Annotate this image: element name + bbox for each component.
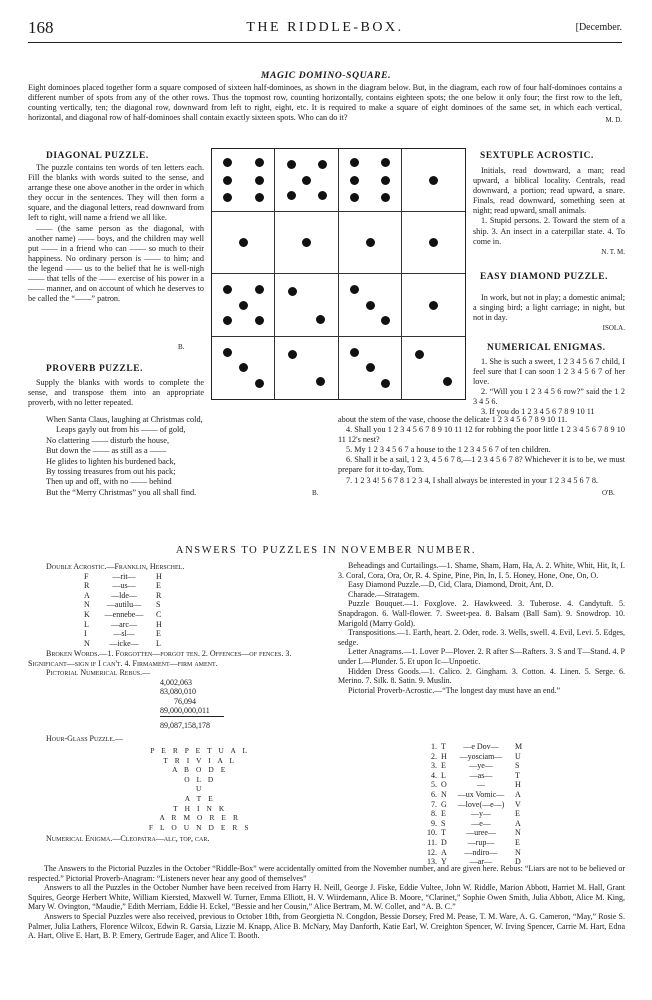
proverb-acrostic-row	[423, 771, 543, 781]
sextuple-acrostic-title: SEXTUPLE ACROSTIC.	[480, 151, 594, 161]
proverb-acrostic-row	[423, 819, 543, 829]
row-final: S	[515, 761, 520, 771]
acrostic-final: C	[156, 609, 162, 619]
poem-line: No clattering —— disturb the house,	[46, 435, 170, 445]
row-final: N	[515, 847, 521, 857]
acrostic-initial: L	[84, 619, 89, 629]
acrostic-final: H	[156, 571, 162, 581]
domino-square-diagram	[211, 148, 466, 400]
numerical-enigmas-continued	[338, 415, 625, 486]
domino-half	[402, 149, 465, 212]
answers-right-column	[338, 561, 625, 695]
proverb-signature: B.	[312, 489, 319, 497]
domino-spot	[255, 193, 264, 202]
footnote-paragraph: The Answers to the Pictorial Puzzles in the October “Riddle-Box” were accidentally omitted from the November number, and are given here. Rebus: “Liars are not to be believed or respected.” Pictorial Proverb-Anagram: “Listeners never hear any good of themselves”	[28, 864, 625, 883]
domino-half	[275, 337, 338, 400]
domino-spot	[429, 301, 438, 310]
double-acrostic-rows	[84, 572, 316, 649]
proverb-puzzle-instructions: Supply the blanks with words to complete the sense, and transpose them into an appropriate proverb, with no letter repeated.	[28, 378, 204, 408]
sextuple-acrostic-words: 1. Stupid persons. 2. Toward the stern of a ship. 3. An insect in a caterpillar state. 4. To come in.	[473, 216, 625, 246]
poem-line: But down the —— as still as a ——	[46, 446, 167, 456]
easy-diamond-text	[473, 293, 625, 333]
acrostic-final: H	[156, 619, 162, 629]
row-middle: —yosciam—	[459, 751, 503, 761]
row-initial: G	[441, 799, 447, 809]
rebus-number: 89,000,000,011	[160, 706, 224, 717]
broken-words-text: Broken Words.—1. Forgotten—forgot ten. 2. Offences—of fences. 3. Significant—sign if I can't. 4. Firmament—firm ament.	[28, 649, 292, 668]
proverb-acrostic-row	[423, 838, 543, 848]
acrostic-middle: —ennebe—	[104, 609, 144, 619]
acrostic-middle: —icke—	[109, 638, 139, 648]
rebus-number: 4,002,063	[160, 677, 192, 687]
domino-spot	[255, 379, 264, 388]
acrostic-middle: —autilu—	[106, 600, 142, 610]
domino-spot	[366, 363, 375, 372]
domino-spot	[288, 350, 297, 359]
domino-spot	[350, 176, 359, 185]
domino-half	[275, 212, 338, 275]
acrostic-row	[84, 629, 316, 639]
domino-spot	[318, 191, 327, 200]
domino-spot	[239, 301, 248, 310]
domino-spot	[429, 176, 438, 185]
domino-spot	[429, 238, 438, 247]
acrostic-middle: —lde—	[111, 590, 137, 600]
domino-half	[402, 337, 465, 400]
domino-spot	[366, 301, 375, 310]
row-number: 8.	[431, 809, 437, 819]
row-final: A	[515, 789, 521, 799]
row-final: E	[515, 837, 520, 847]
domino-spot	[381, 176, 390, 185]
row-number: 4.	[431, 770, 437, 780]
row-final: M	[515, 742, 523, 751]
acrostic-final: L	[156, 638, 161, 648]
numerical-enigma-answer: Numerical Enigma.—Cleopatra—alc, top, car.	[46, 834, 210, 843]
row-initial: E	[441, 761, 446, 771]
domino-half	[212, 212, 275, 275]
row-initial: H	[441, 751, 447, 761]
sextuple-acrostic-signature: N. T. M.	[601, 247, 625, 256]
acrostic-initial: A	[84, 590, 90, 600]
domino-spot	[223, 158, 232, 167]
proverb-puzzle-title: PROVERB PUZZLE.	[46, 364, 144, 374]
acrostic-row	[84, 600, 316, 610]
row-middle: —as—	[469, 770, 493, 780]
diagonal-puzzle-text	[28, 163, 204, 304]
hourglass-word: T H I N K	[173, 803, 227, 813]
magic-domino-signature: M. D.	[605, 116, 622, 125]
enigma-7: 7. 1 2 3 4! 5 6 7 8 1 2 3 4, I shall always be interested in your 1 2 3 4 5 6 7 8.	[346, 475, 598, 485]
enigma-3-start: 3. If you do 1 2 3 4 5 6 7 8 9 10 11	[481, 407, 595, 417]
row-middle: —ux Vomic—	[457, 789, 505, 799]
acrostic-row	[84, 639, 316, 649]
poem-line: By tossing treasures from out his pack;	[46, 467, 176, 477]
row-final: H	[515, 780, 521, 790]
magic-domino-title: MAGIC DOMINO-SQUARE.	[260, 70, 392, 81]
row-number: 10.	[427, 828, 437, 838]
sextuple-acrostic-clue: Initials, read downward, a man; read upward, a biblical locality. Centrals, read downward, a portion; read upward, a snare. Finals, read downward, something seen at night; read upward, small animals.	[473, 166, 625, 216]
domino-spot	[287, 191, 296, 200]
row-middle: —y—	[471, 809, 491, 819]
footnote-paragraph: Answers to Special Puzzles were also received, previous to October 18th, from Georgietta N. Congdon, Bessie Dorsey, Fred M. Pease, T. M. Ware, A. G. Cameron, “May,” Rosie S. Palmer, Julia Lathers, Florence Wilcox, Edwin R. Garsia, Lizzie M. Knapp, Alice B. McNary, May Danforth, Katie Earl, W. Creighton Spencer, W. Irving Spencer, Carrie M. Hart, Edna A. Hart, Olive E. Hart, B. P. Emery, Gertrude Eager, and Alice T. Booth.	[28, 911, 625, 941]
answer-paragraph: Hidden Dress Goods.—1. Calico. 2. Gingham. 3. Cotton. 4. Linen. 5. Serge. 6. Merino. 7. Silk. 8. Satin. 9. Muslin.	[338, 666, 625, 686]
row-middle: —e Dov—	[463, 742, 499, 751]
domino-half	[339, 212, 402, 275]
row-number: 11.	[427, 837, 437, 847]
row-final: N	[515, 828, 521, 838]
domino-spot	[287, 160, 296, 169]
domino-half	[402, 274, 465, 337]
domino-spot	[381, 379, 390, 388]
domino-spot	[316, 315, 325, 324]
answer-paragraph: Beheadings and Curtailings.—1. Shame, Sham, Ham, Ha, A. 2. White, Whit, Hit, It, I. 3. Coral, Cora, Ora, Or, R. 4. Spine, Pine, Pin, In, I. 5. Honey, Hone, One, On, O.	[338, 561, 625, 580]
poem-line: Then up and off, with no —— behind	[46, 477, 172, 487]
domino-spot	[302, 238, 311, 247]
double-acrostic-answer: Double Acrostic.—Franklin, Herschel.	[46, 562, 185, 571]
answer-paragraph: Transpositions.—1. Earth, heart. 2. Oder, rode. 3. Wells, swell. 4. Evil, Levi. 5. Edges, sedge.	[338, 628, 625, 647]
hourglass-word: F L O U N D E R S	[148, 822, 252, 832]
poem-line: Leaps gayly out from his —— of gold,	[56, 425, 186, 435]
row-number: 6.	[431, 789, 437, 799]
proverb-puzzle-text	[28, 378, 204, 408]
row-final: T	[515, 770, 520, 780]
hourglass-word: O L D	[184, 774, 216, 784]
row-middle: —ndiro—	[464, 847, 498, 857]
domino-spot	[316, 377, 325, 386]
poem-line: He glides to lighten his burdened back,	[46, 456, 176, 466]
row-initial: T	[441, 742, 446, 751]
rebus-sum	[160, 678, 316, 731]
domino-spot	[350, 158, 359, 167]
enigma-1: 1. She is such a sweet, 1 2 3 4 5 6 7 child, I feel sure that I can soon 1 2 3 4 5 6 7 of her love.	[473, 357, 625, 387]
row-middle: —love(—e—)	[457, 799, 505, 809]
acrostic-middle: —us—	[112, 581, 136, 591]
domino-spot	[381, 316, 390, 325]
rebus-total: 89,087,158,178	[160, 720, 210, 730]
domino-spot	[443, 377, 452, 386]
acrostic-row	[84, 572, 316, 582]
magic-domino-text	[28, 83, 622, 125]
row-middle: —ar—	[469, 857, 493, 867]
proverb-acrostic-row	[423, 848, 543, 858]
enigma-4: 4. Shall you 1 2 3 4 5 6 7 8 9 10 11 12 for robbing the poor little 1 2 3 4 5 6 7 8 9 10 11 12's nest?	[338, 425, 625, 445]
domino-spot	[381, 158, 390, 167]
poem-line: When Santa Claus, laughing at Christmas cold,	[46, 415, 203, 424]
row-number: 7.	[431, 799, 437, 809]
row-number: 12.	[427, 847, 437, 857]
acrostic-final: E	[156, 629, 161, 639]
acrostic-final: E	[156, 581, 161, 591]
row-middle: —e—	[471, 818, 491, 828]
enigma-5: 5. My 1 2 3 4 5 6 7 a house to the 1 2 3 4 5 6 7 of ten children.	[346, 445, 551, 455]
sextuple-acrostic-text	[473, 166, 625, 257]
domino-half	[212, 149, 275, 212]
acrostic-final: S	[156, 600, 161, 610]
acrostic-initial: I	[84, 629, 87, 639]
page-header	[28, 18, 622, 43]
row-number: 3.	[431, 761, 437, 771]
acrostic-row	[84, 620, 316, 630]
numerical-enigmas-text	[473, 357, 625, 418]
proverb-acrostic-row	[423, 790, 543, 800]
numerical-enigmas-signature: O'B.	[602, 489, 615, 497]
footnotes	[28, 864, 625, 941]
domino-spot	[381, 193, 390, 202]
domino-half	[339, 274, 402, 337]
enigma-2: 2. “Will you 1 2 3 4 5 6 row?” said the 1 2 3 4 5 6.	[473, 387, 625, 407]
row-middle: —ye—	[469, 761, 493, 771]
diagonal-puzzle-title: DIAGONAL PUZZLE.	[46, 151, 149, 161]
domino-spot	[223, 285, 232, 294]
domino-half	[212, 337, 275, 400]
proverb-acrostic-row	[423, 780, 543, 790]
acrostic-initial: F	[84, 571, 89, 581]
answers-left-column	[46, 562, 316, 648]
diagonal-puzzle-signature: B.	[178, 343, 185, 351]
answer-paragraph: Easy Diamond Puzzle.—D, Cid, Clara, Diamond, Droit, Ant, D.	[348, 580, 554, 590]
row-initial: S	[441, 818, 446, 828]
row-initial: E	[441, 809, 446, 819]
domino-spot	[255, 316, 264, 325]
domino-half	[339, 337, 402, 400]
row-final: A	[515, 818, 521, 828]
easy-diamond-clue: In work, but not in play; a domestic animal; a singing bird; a light carriage; in night, but not in day.	[473, 293, 625, 323]
row-number: 13.	[427, 857, 437, 867]
proverb-acrostic-row	[423, 809, 543, 819]
row-initial: O	[441, 780, 447, 790]
domino-half	[275, 149, 338, 212]
domino-spot	[223, 176, 232, 185]
rebus-number: 83,080,010	[160, 687, 196, 697]
rebus-answer	[46, 668, 316, 731]
row-final: V	[515, 799, 521, 809]
row-middle: —	[477, 780, 485, 790]
row-initial: L	[441, 770, 446, 780]
issue-month: [December.	[575, 22, 622, 33]
domino-spot	[350, 285, 359, 294]
answer-paragraph: Charade.—Stratagem.	[348, 589, 420, 599]
hourglass-title: Hour-Glass Puzzle.—	[46, 734, 124, 743]
acrostic-initial: K	[84, 609, 90, 619]
row-number: 9.	[431, 818, 437, 828]
acrostic-row	[84, 591, 316, 601]
row-initial: N	[441, 789, 447, 799]
row-final: U	[515, 751, 521, 761]
page-number: 168	[28, 18, 54, 37]
row-number: 5.	[431, 780, 437, 790]
domino-spot	[255, 176, 264, 185]
domino-spot	[350, 348, 359, 357]
hourglass-word: A T E	[184, 793, 216, 803]
enigma-6: 6. Shall it be a sail, 1 2 3, 4 5 6 7 8,—1 2 3 4 5 6 7 8? Whichever it is to be, we must prepare for it to-day, Tom.	[338, 455, 625, 475]
domino-spot	[255, 285, 264, 294]
proverb-acrostic-row	[423, 742, 543, 752]
hourglass-diagram	[140, 746, 260, 832]
row-initial: Y	[441, 857, 447, 867]
acrostic-row	[84, 581, 316, 591]
acrostic-middle: —sl—	[113, 629, 135, 639]
acrostic-middle: —rit—	[112, 571, 136, 581]
domino-spot	[288, 287, 297, 296]
footnote-paragraph: Answers to all the Puzzles in the October Number have been received from Harry H. Neill, George J. Fiske, Eddie Vultee, John W. Riddle, Marion Abbott, Harriet M. Hall, Grant Squires, George Herbert White, William Kiersted, Maxwell W. Turner, Emma Elliott, H. V. Wiirdemann, Alice B. Moore, “Clarinet,” Sophie Owen Smith, Julia Abbott, Alice M. King, Mary W. Ovington, “Maudie,” Edith Merriam, Eddie H. Eckel, “Bessie and her Cousin,” Alice Bertram, M. W. Collet, and “A. B. C.”	[28, 883, 625, 912]
hourglass-word: A B O D E	[172, 765, 228, 775]
domino-half	[275, 274, 338, 337]
enigma-3-end: about the stem of the vase, choose the delicate 1 2 3 4 5 6 7 8 9 10 11.	[338, 415, 568, 424]
hourglass-word: A R M O R E R	[159, 813, 241, 823]
easy-diamond-title: EASY DIAMOND PUZZLE.	[480, 272, 609, 282]
proverb-acrostic-rows	[423, 742, 543, 867]
answer-paragraph: Puzzle Bouquet.—1. Foxglove. 2. Hawkweed. 3. Tuberose. 4. Candytuft. 5. Snapdragon. 6. Wall-flower. 7. Sweet-pea. 8. Balsam (Ball Sam). 9. Snowdrop. 10. Marigold (Marry Gold).	[338, 599, 625, 628]
domino-spot	[223, 348, 232, 357]
domino-spot	[350, 193, 359, 202]
acrostic-final: R	[156, 590, 162, 600]
acrostic-initial: N	[84, 600, 90, 610]
easy-diamond-signature: ISOLA.	[602, 324, 625, 333]
answer-paragraph: Pictorial Proverb-Acrostic.—“The longest day must have an end.”	[348, 685, 561, 695]
row-initial: A	[441, 847, 447, 857]
row-number: 1.	[431, 742, 437, 751]
proverb-acrostic-row	[423, 761, 543, 771]
proverb-acrostic-row	[423, 752, 543, 762]
row-middle: —rup—	[467, 837, 495, 847]
hourglass-word: T R I V I A L	[163, 755, 237, 765]
domino-spot	[239, 238, 248, 247]
row-initial: D	[441, 837, 447, 847]
answers-title: ANSWERS TO PUZZLES IN NOVEMBER NUMBER.	[175, 545, 477, 556]
right-answers	[338, 561, 625, 695]
acrostic-row	[84, 610, 316, 620]
domino-spot	[255, 158, 264, 167]
row-middle: —uree—	[466, 828, 496, 838]
proverb-poem	[46, 415, 306, 498]
domino-spot	[366, 238, 375, 247]
proverb-acrostic-row	[423, 800, 543, 810]
domino-spot	[239, 363, 248, 372]
domino-spot	[318, 160, 327, 169]
rebus-title: Pictorial Numerical Rebus.—	[46, 668, 151, 677]
broken-words-answer	[28, 649, 316, 668]
hourglass-word: P E R P E T U A L	[150, 746, 250, 755]
diagonal-puzzle-sentences: —— (the same person as the diagonal, with another name) —— boys, and the children may well put —— in a friend who can —— so much to their happiness. No ordinary person is —— to him; and the legend —— us to the belief that he is well-nigh —— that tells of the —— exercise of his power in a —— manner, and on account of which he deserves to be called the “——” patron.	[28, 223, 204, 304]
domino-spot	[415, 350, 424, 359]
acrostic-middle: —arc—	[111, 619, 137, 629]
domino-half	[212, 274, 275, 337]
row-final: D	[515, 857, 521, 867]
row-final: E	[515, 809, 520, 819]
acrostic-initial: N	[84, 638, 90, 648]
numerical-enigmas-title: NUMERICAL ENIGMAS.	[487, 343, 606, 353]
row-number: 2.	[431, 751, 437, 761]
rebus-number: 76,094	[174, 696, 196, 706]
domino-spot	[223, 193, 232, 202]
proverb-acrostic-row	[423, 828, 543, 838]
row-initial: T	[441, 828, 446, 838]
magic-domino-body: Eight dominoes placed together form a square composed of sixteen half-dominoes, as shown in the diagram below. But, in the diagram, each row of four half-dominoes contains a different number of spots from any of the other rows. Thus the topmost row, counting horizontally, contains eighteen spots; the one below it only four; the first row to the left, counting vertically, ten; the diagonal row, downward from left to right, eight, etc. It is required to make a square of eight dominoes of the same set, in which each vertical, horizontal, and diagonal row of half-dominoes shall contain exactly sixteen spots. Who can do it?	[28, 83, 622, 123]
domino-spot	[302, 176, 311, 185]
poem-line: But the “Merry Christmas” you all shall find.	[46, 487, 197, 497]
answer-paragraph: Letter Anagrams.—1. Lover P—Plover. 2. R after S—Rafters. 3. S and T—Stand. 4. P under L—Plunder. 5. Et upon Ic—Unpoetic.	[338, 647, 625, 666]
acrostic-initial: R	[84, 581, 90, 591]
running-title: THE RIDDLE-BOX.	[246, 20, 404, 35]
domino-half	[339, 149, 402, 212]
diagonal-puzzle-intro: The puzzle contains ten words of ten letters each. Fill the blanks with words suited to the sense, and arrange these one above another in the order in which they occur in the sentences. They will then form a square, and the diagonal letters, read downward from left to right, will name a friend we all like.	[28, 163, 204, 223]
domino-half	[402, 212, 465, 275]
hourglass-word: U	[196, 784, 204, 794]
domino-spot	[223, 316, 232, 325]
